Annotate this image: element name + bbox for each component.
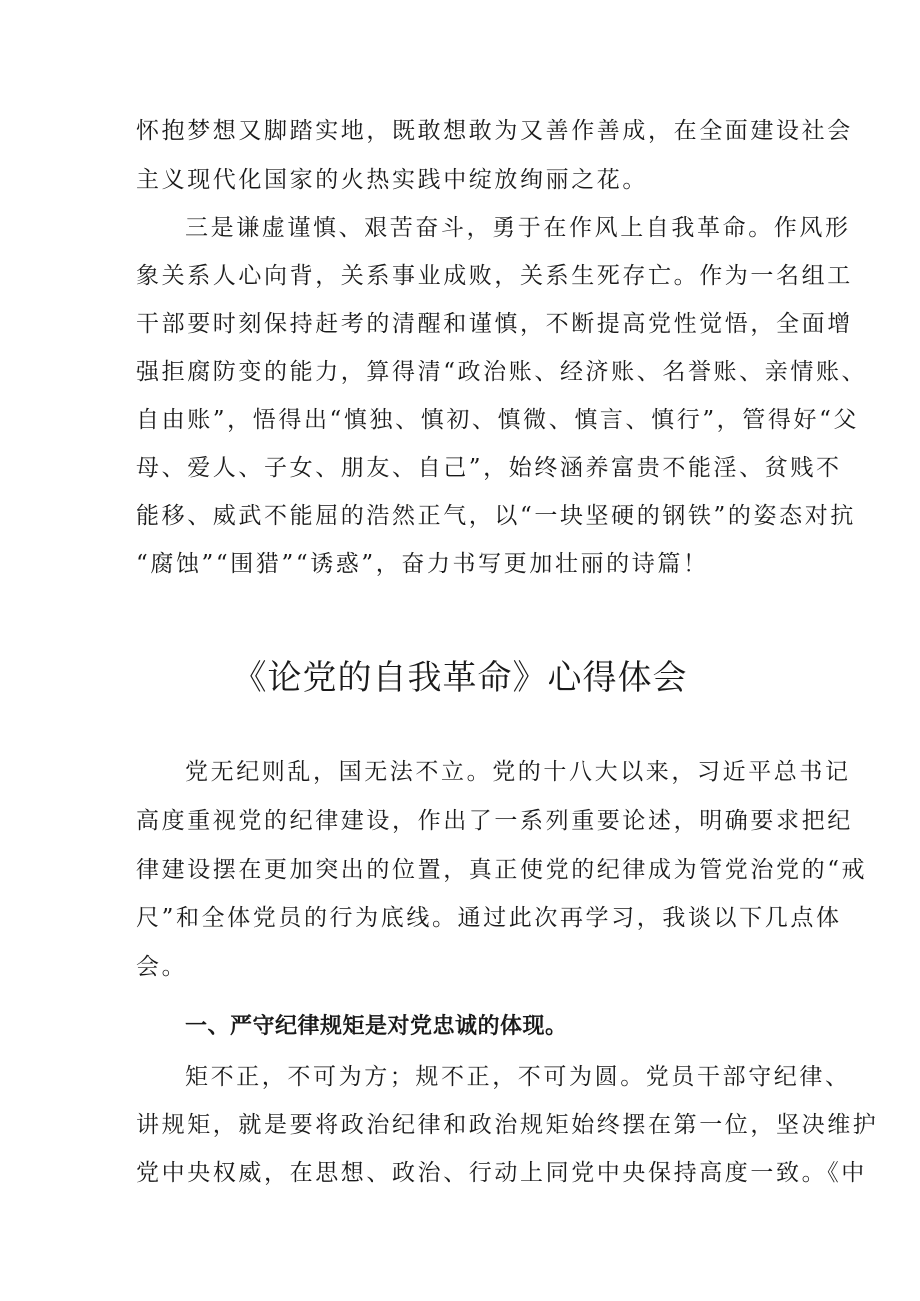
- paragraph-line: 象关系人心向背，关系事业成败，关系生死存亡。作为一名组工: [136, 263, 853, 289]
- paragraph-line: 强拒腐防变的能力，算得清“政治账、经济账、名誉账、亲情账、: [136, 359, 868, 385]
- essay-title: 《论党的自我革命》心得体会: [232, 658, 688, 698]
- paragraph-line: 矩不正，不可为方；规不正，不可为圆。党员干部守纪律、: [185, 1064, 851, 1090]
- paragraph-line: 能移、威武不能屈的浩然正气，以“一块坚硬的钢铁”的姿态对抗: [136, 503, 856, 529]
- paragraph-line: 党中央权威，在思想、政治、行动上同党中央保持高度一致。《中: [136, 1160, 867, 1186]
- paragraph-line: 尺”和全体党员的行为底线。通过此次再学习，我谈以下几点体: [136, 905, 842, 931]
- paragraph-line: 党无纪则乱，国无法不立。党的十八大以来，习近平总书记: [185, 759, 851, 785]
- paragraph-line: 母、爱人、子女、朋友、自己”，始终涵养富贵不能淫、贫贱不: [136, 455, 842, 481]
- paragraph-line: 主义现代化国家的火热实践中绽放绚丽之花。: [136, 167, 648, 193]
- paragraph-line: 高度重视党的纪律建设，作出了一系列重要论述，明确要求把纪: [136, 808, 853, 834]
- paragraph-line: 三是谦虚谨慎、艰苦奋斗，勇于在作风上自我革命。作风形: [185, 215, 851, 241]
- paragraph-line: 讲规矩，就是要将政治纪律和政治规矩始终摆在第一位，坚决维护: [136, 1112, 879, 1138]
- section-heading: 一、严守纪律规矩是对党忠诚的体现。: [185, 1014, 568, 1039]
- paragraph-line: 怀抱梦想又脚踏实地，既敢想敢为又善作善成，在全面建设社会: [136, 118, 853, 144]
- paragraph-line: 自由账”，悟得出“慎独、慎初、慎微、慎言、慎行”，管得好“父: [136, 407, 860, 433]
- paragraph-line: 干部要时刻保持赶考的清醒和谨慎，不断提高党性觉悟，全面增: [136, 311, 853, 337]
- paragraph-line: 会。: [136, 954, 188, 980]
- paragraph-line: 律建设摆在更加突出的位置，真正使党的纪律成为管党治党的“戒: [136, 857, 868, 883]
- paragraph-line: “腐蚀”“围猎”“诱惑”，奋力书写更加壮丽的诗篇！: [136, 551, 709, 577]
